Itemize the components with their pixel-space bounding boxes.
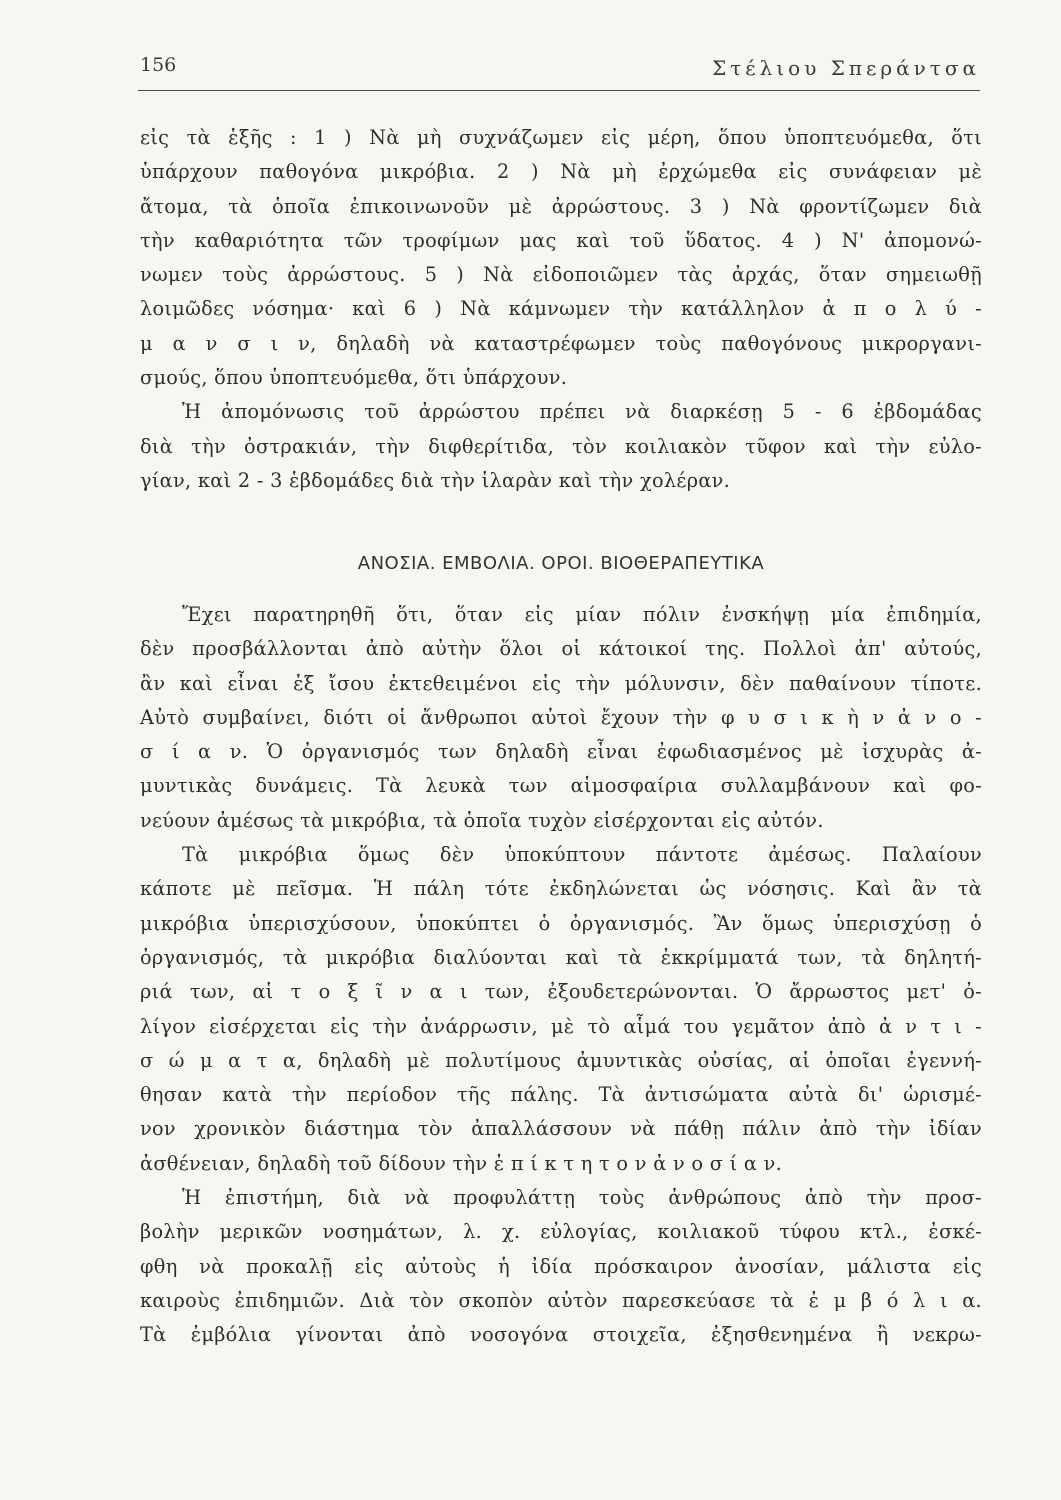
text-line: λίγον εἰσέρχεται εἰς τὴν ἀνάρρωσιν, μὲ τὸ αἷμά του γεμᾶτον ἀπὸ ἀ ν τ ι - <box>140 1014 982 1038</box>
text-line: φθη νὰ προκαλῇ εἰς αὐτοὺς ἡ ἰδία πρόσκαιρον ἀνοσίαν, μάλιστα εἰς <box>140 1254 982 1278</box>
isolation-paragraph <box>140 395 982 498</box>
text-line: Τὰ ἐμβόλια γίνονται ἀπὸ νοσογόνα στοιχεῖα, ἐξησθενημένα ἢ νεκρω- <box>140 1323 982 1347</box>
text-line: νωμεν τοὺς ἀρρώστους. 5 ) Νὰ εἰδοποιῶμεν τὰς ἀρχάς, ὅταν σημειωθῇ <box>140 263 982 287</box>
text-line: ἀσθένειαν, δηλαδὴ τοῦ δίδουν τὴν ἐ π ί κ τ η τ ο ν ἀ ν ο σ ί α ν. <box>140 1151 783 1175</box>
text-line: μυντικὰς δυνάμεις. Τὰ λευκὰ των αἱμοσφαίρια συλλαμβάνουν καὶ φο- <box>140 774 982 798</box>
text-line: Τὰ μικρόβια ὅμως δὲν ὑποκύπτουν πάντοτε ἀμέσως. Παλαίουν <box>182 843 982 867</box>
text-line: εἰς τὰ ἑξῆς : 1 ) Νὰ μὴ συχνάζωμεν εἰς μέρη, ὅπου ὑποπτευόμεθα, ὅτι <box>140 126 982 149</box>
text-line: νεύουν ἀμέσως τὰ μικρόβια, τὰ ὁποῖα τυχὸν εἰσέρχονται εἰς αὐτόν. <box>140 808 824 832</box>
text-line: νον χρονικὸν διάστημα τὸν ἀπαλλάσσουν νὰ πάθῃ πάλιν ἀπὸ τὴν ἰδίαν <box>140 1117 982 1141</box>
running-head <box>140 48 980 88</box>
text-line: Αὐτὸ συμβαίνει, διότι οἱ ἄνθρωποι αὐτοὶ ἔχουν τὴν φ υ σ ι κ ὴ ν ἀ ν ο - <box>140 705 982 729</box>
text-line: σ ώ μ α τ α, δηλαδὴ μὲ πολυτίμους ἀμυντικὰς οὐσίας, αἱ ὁποῖαι ἐγεννή- <box>140 1048 982 1072</box>
text-line: θησαν κατὰ τὴν περίοδον τῆς πάλης. Τὰ ἀντισώματα αὐτὰ δι' ὡρισμέ- <box>140 1083 982 1107</box>
text-line: μ α ν σ ι ν, δηλαδὴ νὰ καταστρέφωμεν τοὺς παθογόνους μικροργανι- <box>140 331 982 355</box>
text-line: καιροὺς ἐπιδημιῶν. Διὰ τὸν σκοπὸν αὐτὸν παρεσκεύασε τὰ ἐ μ β ό λ ι α. <box>140 1288 982 1312</box>
text-line: διὰ τὴν ὀστρακιάν, τὴν διφθερίτιδα, τὸν κοιλιακὸν τῦφον καὶ τὴν εὐλο- <box>140 434 982 458</box>
text-line: ὑπάρχουν παθογόνα μικρόβια. 2 ) Νὰ μὴ ἐρχώμεθα εἰς συνάφειαν μὲ <box>140 160 982 184</box>
microbes-paragraph <box>140 838 982 1181</box>
text-line: κάποτε μὲ πεῖσμα. Ἡ πάλη τότε ἐκδηλώνεται ὡς νόσησις. Καὶ ἂν τὰ <box>140 877 982 901</box>
vaccines-paragraph <box>140 1181 982 1352</box>
body-text <box>140 598 982 1353</box>
text-line: Ἡ ἀπομόνωσις τοῦ ἀρρώστου πρέπει νὰ διαρκέσῃ 5 - 6 ἑβδομάδας <box>182 400 982 424</box>
intro-paragraph <box>140 121 982 395</box>
header-rule <box>138 90 980 91</box>
text-line: Ἡ ἐπιστήμη, διὰ νὰ προφυλάττῃ τοὺς ἀνθρώπους ἀπὸ τὴν προσ- <box>182 1186 982 1210</box>
text-line: λοιμῶδες νόσημα· καὶ 6 ) Νὰ κάμνωμεν τὴν κατάλληλον ἀ π ο λ ύ - <box>140 297 982 321</box>
text-line: γίαν, καὶ 2 - 3 ἑβδομάδες διὰ τὴν ἱλαρὰν καὶ τὴν χολέραν. <box>140 468 731 492</box>
section-heading: ΑΝΟΣΙΑ. ΕΜΒΟΛΙΑ. ΟΡΟΙ. ΒΙΟΘΕΡΑΠΕΥΤΙΚΑ <box>357 553 765 574</box>
text-line: ριά των, αἱ τ ο ξ ῖ ν α ι των, ἐξουδετερώνονται. Ὁ ἄρρωστος μετ' ὀ- <box>140 980 982 1004</box>
text-line: ἂν καὶ εἶναι ἐξ ἴσου ἐκτεθειμένοι εἰς τὴν μόλυνσιν, δὲν παθαίνουν τίποτε. <box>140 671 982 695</box>
intro-text <box>140 121 982 498</box>
text-line: ἄτομα, τὰ ὁποῖα ἐπικοινωνοῦν μὲ ἀρρώστους. 3 ) Νὰ φροντίζωμεν διὰ <box>140 194 982 218</box>
text-line: Ἔχει παρατηρηθῆ ὅτι, ὅταν εἰς μίαν πόλιν ἐνσκήψῃ μία ἐπιδημία, <box>182 603 982 626</box>
text-line: τὴν καθαριότητα τῶν τροφίμων μας καὶ τοῦ ὕδατος. 4 ) Ν' ἀπομονώ- <box>140 228 982 252</box>
running-title: Στέλιου Σπεράντσα <box>712 56 980 80</box>
text-line: βολὴν μερικῶν νοσημάτων, λ. χ. εὐλογίας, κοιλιακοῦ τύφου κτλ., ἐσκέ- <box>140 1220 982 1244</box>
text-line: σμούς, ὅπου ὑποπτευόμεθα, ὅτι ὑπάρχουν. <box>140 366 568 390</box>
text-line: δὲν προσβάλλονται ἀπὸ αὐτὴν ὅλοι οἱ κάτοικοί της. Πολλοὶ ἀπ' αὐτούς, <box>140 637 982 661</box>
text-line: σ ί α ν. Ὁ ὀργανισμός των δηλαδὴ εἶναι ἐφωδιασμένος μὲ ἰσχυρὰς ἀ- <box>140 740 982 764</box>
immunity-paragraph <box>140 598 982 838</box>
text-line: ὀργανισμός, τὰ μικρόβια διαλύονται καὶ τὰ ἐκκρίμματά των, τὰ δηλητή- <box>140 945 982 969</box>
page-number: 156 <box>140 54 177 76</box>
text-line: μικρόβια ὑπερισχύσουν, ὑποκύπτει ὁ ὀργανισμός. Ἂν ὅμως ὑπερισχύσῃ ὁ <box>140 911 982 935</box>
